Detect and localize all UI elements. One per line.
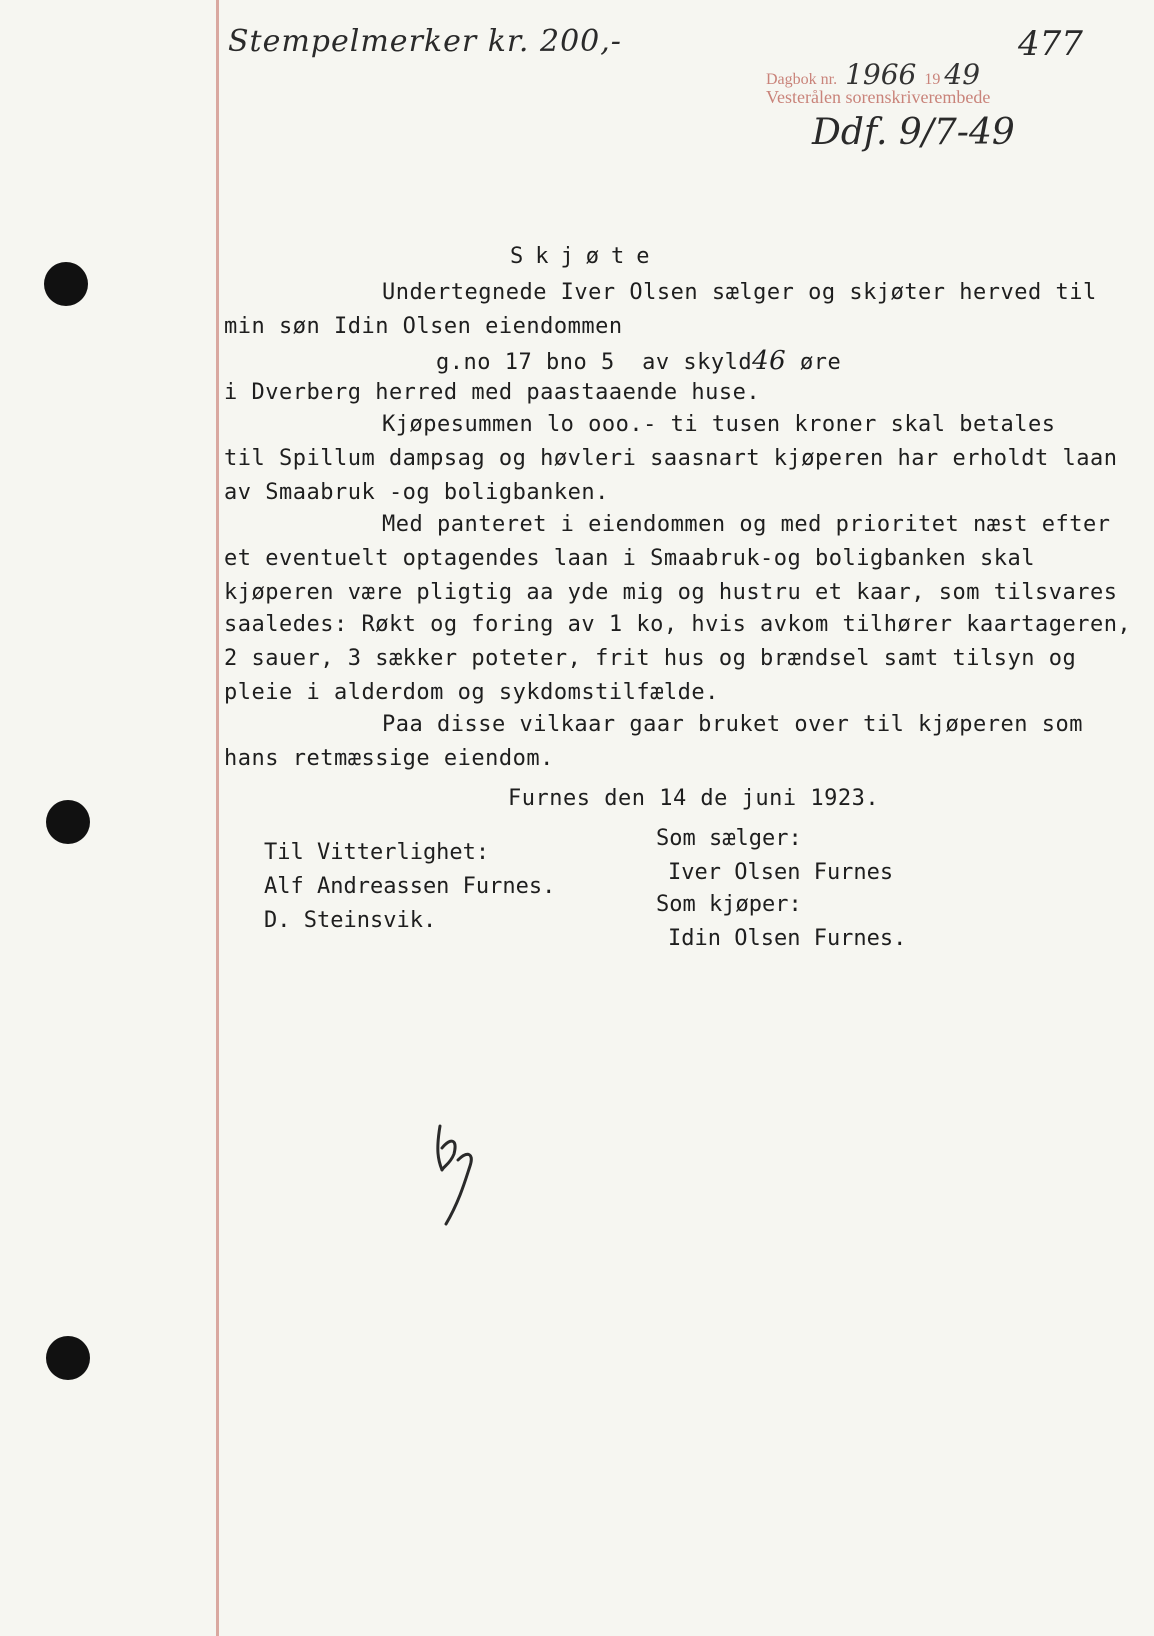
body-line: saaledes: Røkt og foring av 1 ko, hvis avkom tilhører kaartageren, <box>224 612 1132 637</box>
body-line: av Smaabruk -og boligbanken. <box>224 480 609 505</box>
dagbok-year-suffix: 49 <box>944 58 981 91</box>
witness-2: D. Steinsvik. <box>264 908 437 933</box>
body-line: 2 sauer, 3 sækker poteter, frit hus og brændsel samt tilsyn og <box>224 646 1077 671</box>
witness-label: Til Vitterlighet: <box>264 840 490 865</box>
stamp-duty-note: Stempelmerker kr. 200,- <box>228 24 622 59</box>
buyer-label: Som kjøper: <box>656 892 802 917</box>
document-title: Skjøte <box>510 244 662 269</box>
body-line: Paa disse vilkaar gaar bruket over til kjøperen som <box>382 712 1084 737</box>
buyer-name: Idin Olsen Furnes. <box>668 926 907 951</box>
dagbok-year-prefix: 19 <box>924 71 941 88</box>
place-date: Furnes den 14 de juni 1923. <box>508 786 880 811</box>
handwritten-initials-icon <box>432 1120 492 1230</box>
body-line: kjøperen være pligtig aa yde mig og hustru et kaar, som tilsvares <box>224 580 1118 605</box>
registry-stamp <box>766 58 990 108</box>
margin-rule <box>216 0 219 1636</box>
declared-note: Ddf. 9/7-49 <box>812 112 1015 153</box>
body-line: Undertegnede Iver Olsen sælger og skjøter herved til <box>382 280 1097 305</box>
body-line: til Spillum dampsag og høvleri saasnart kjøperen har erholdt laan <box>224 446 1118 471</box>
body-line: pleie i alderdom og sykdomstilfælde. <box>224 680 719 705</box>
body-line-property <box>436 346 841 376</box>
dagbok-number: 1966 <box>845 58 917 91</box>
punch-hole-icon <box>44 262 88 306</box>
punch-hole-icon <box>46 1336 90 1380</box>
seller-label: Som sælger: <box>656 826 802 851</box>
body-line: et eventuelt optagendes laan i Smaabruk-og boligbanken skal <box>224 546 1035 571</box>
body-line: Med panteret i eiendommen og med prioritet næst efter <box>382 512 1111 537</box>
skyld-unit: øre <box>799 350 842 375</box>
dagbok-label: Dagbok nr. <box>766 71 838 88</box>
skyld-value: 46 <box>752 346 787 376</box>
page-number: 477 <box>1018 24 1083 64</box>
body-line: hans retmæssige eiendom. <box>224 746 554 771</box>
property-ref: g.no 17 bno 5 av skyld <box>436 350 753 375</box>
punch-hole-icon <box>46 800 90 844</box>
body-line: i Dverberg herred med paastaaende huse. <box>224 380 761 405</box>
office-name: Vesterålen sorenskriverembede <box>766 87 991 107</box>
body-line: min søn Idin Olsen eiendommen <box>224 314 623 339</box>
witness-1: Alf Andreassen Furnes. <box>264 874 556 899</box>
seller-name: Iver Olsen Furnes <box>668 860 894 885</box>
body-line: Kjøpesummen lo ooo.- ti tusen kroner skal betales <box>382 412 1056 437</box>
